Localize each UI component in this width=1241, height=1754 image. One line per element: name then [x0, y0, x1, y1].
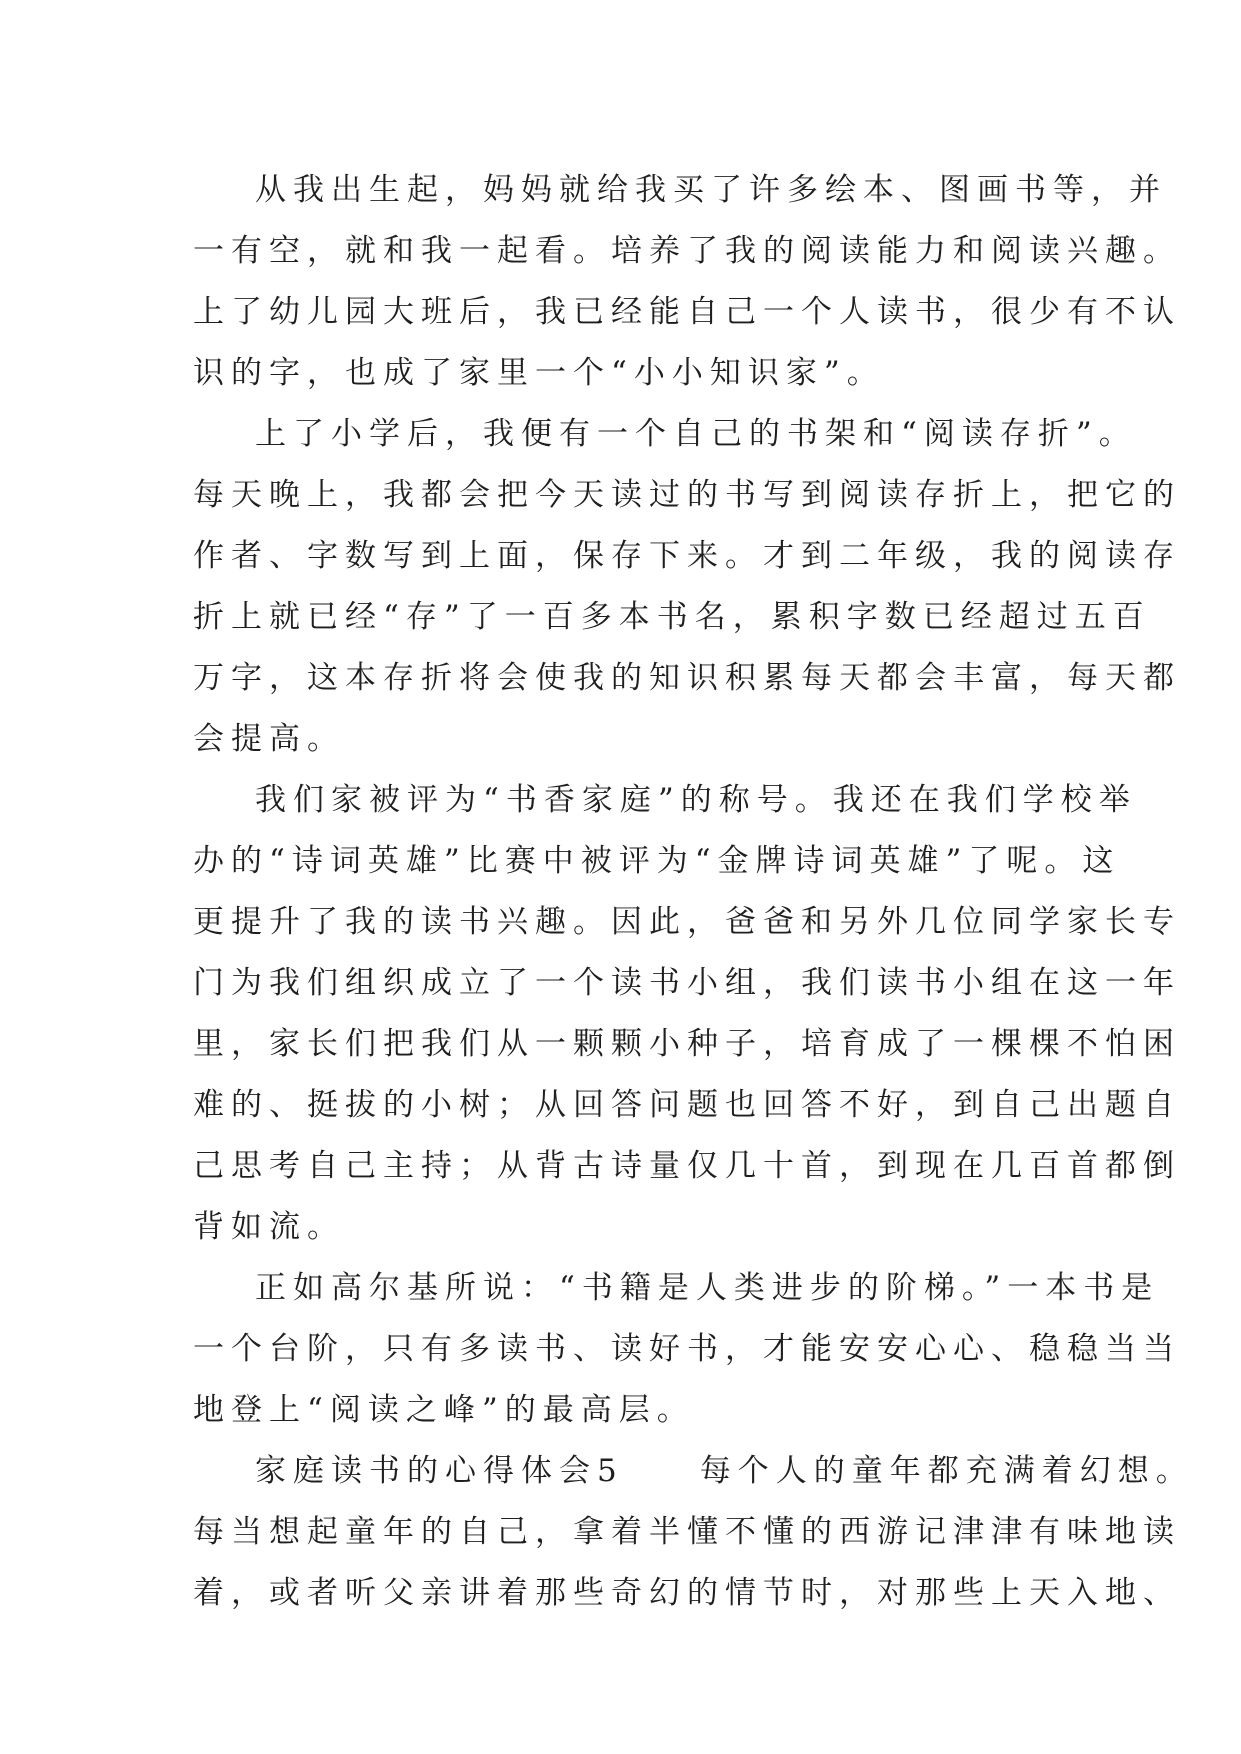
text-line: 上了小学后，我便有一个自己的书架和“阅读存折”。	[255, 416, 1137, 452]
body-text	[193, 160, 1194, 1624]
text-line: 难的、挺拔的小树；从回答问题也回答不好，到自己出题自	[193, 1087, 1181, 1123]
text-line: 万字，这本存折将会使我的知识积累每天都会丰富，每天都	[193, 660, 1181, 696]
text-line: 办的“诗词英雄”比赛中被评为“金牌诗词英雄”了呢。这	[193, 843, 1121, 879]
text-line: 地登上“阅读之峰”的最高层。	[193, 1392, 695, 1428]
text-line: 从我出生起，妈妈就给我买了许多绘本、图画书等，并	[255, 172, 1167, 208]
text-line: 每当想起童年的自己，拿着半懂不懂的西游记津津有味地读	[193, 1514, 1181, 1550]
text-line: 己思考自己主持；从背古诗量仅几十首，到现在几百首都倒	[193, 1148, 1181, 1184]
text-line: 会提高。	[193, 721, 345, 757]
text-line: 更提升了我的读书兴趣。因此，爸爸和另外几位同学家长专	[193, 904, 1181, 940]
text-line: 正如高尔基所说：“书籍是人类进步的阶梯。”一本书是	[255, 1270, 1160, 1306]
text-line: 门为我们组织成立了一个读书小组，我们读书小组在这一年	[193, 965, 1181, 1001]
text-line: 一有空，就和我一起看。培养了我的阅读能力和阅读兴趣。	[193, 233, 1181, 269]
text-line: 我们家被评为“书香家庭”的称号。我还在我们学校举	[255, 782, 1137, 818]
text-line: 一个台阶，只有多读书、读好书，才能安安心心、稳稳当当	[193, 1331, 1181, 1367]
text-line: 识的字，也成了家里一个“小小知识家”。	[193, 355, 885, 391]
text-line: 每天晚上，我都会把今天读过的书写到阅读存折上，把它的	[193, 477, 1181, 513]
text-line: 背如流。	[193, 1209, 345, 1245]
text-line: 上了幼儿园大班后，我已经能自己一个人读书，很少有不认	[193, 294, 1181, 330]
text-line: 里，家长们把我们从一颗颗小种子，培育成了一棵棵不怕困	[193, 1026, 1181, 1062]
text-line: 折上就已经“存”了一百多本书名，累积字数已经超过五百	[193, 599, 1151, 635]
text-line: 着，或者听父亲讲着那些奇幻的情节时，对那些上天入地、	[193, 1575, 1181, 1611]
text-line: 家庭读书的心得体会5 每个人的童年都充满着幻想。	[255, 1453, 1194, 1489]
text-line: 作者、字数写到上面，保存下来。才到二年级，我的阅读存	[193, 538, 1181, 574]
